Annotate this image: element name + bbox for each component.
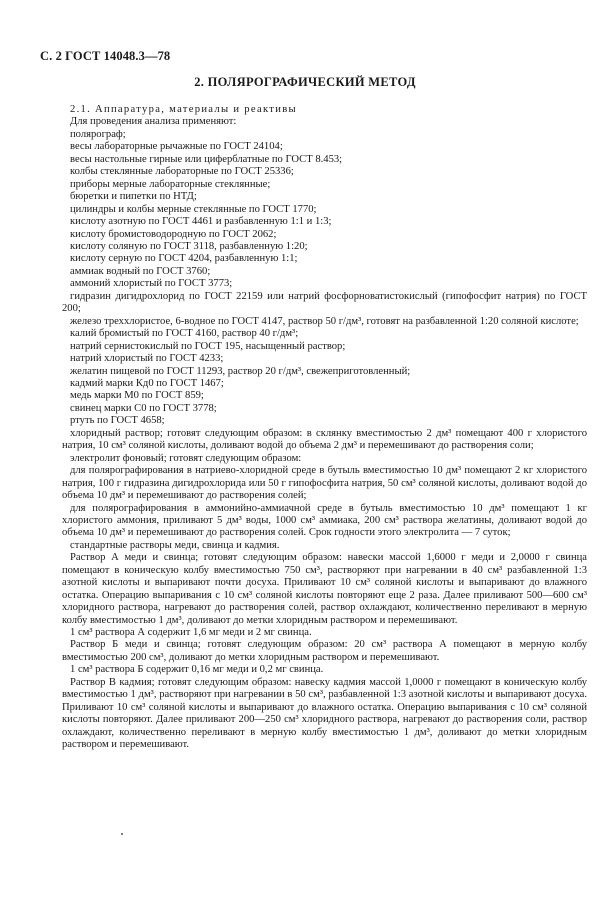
paragraph: Для проведения анализа применяют:: [70, 116, 237, 128]
paragraph: весы настольные гирные или циферблатные по ГОСТ 8.453;: [70, 153, 343, 165]
paragraph: бюретки и пипетки по НТД;: [70, 191, 197, 203]
paragraph: желатин пищевой по ГОСТ 11293, раствор 20 г/дм³, свежеприготовленный;: [70, 365, 411, 377]
paragraph: натрий хлористый по ГОСТ 4233;: [70, 353, 224, 365]
paragraph: кислоту серную по ГОСТ 4204, разбавленную 1:1;: [70, 253, 298, 265]
paragraph: стандартные растворы меди, свинца и кадмия.: [70, 539, 280, 551]
subsection-heading: 2.1. Аппаратура, материалы и реактивы: [70, 104, 297, 115]
paragraph: аммоний хлористый по ГОСТ 3773;: [70, 278, 233, 290]
paragraph: кислоту соляную по ГОСТ 3118, разбавленную 1:20;: [70, 240, 308, 252]
paragraph: калий бромистый по ГОСТ 4160, раствор 40 г/дм³;: [70, 328, 299, 340]
paragraph: для полярографирования в аммонийно-аммиачной среде в бутыль вместимостью 10 дм³ помещают 1 кг хлористого аммония, приливают 5 дм³ воды, 1000 см³ аммиака, 200 см³ раствора желатины, доливают водой до объема 10 дм³ и перемешивают до растворения солей. Срок годности этого электролита — 7 суток;: [62, 502, 587, 539]
paragraph: колбы стеклянные лабораторные по ГОСТ 25336;: [70, 166, 294, 178]
section-title: 2. ПОЛЯРОГРАФИЧЕСКИЙ МЕТОД: [194, 75, 416, 89]
paragraph: кислоту бромистоводородную по ГОСТ 2062;: [70, 228, 277, 240]
paragraph: Раствор А меди и свинца; готовят следующим образом: навески массой 1,6000 г меди и 2,0000 г свинца помещают в коническую колбу вместимостью 750 см³, растворяют при нагревании в 40 см³ разбавленной 1:3 азотной кислоты и выпаривают почти досуха. Приливают 10 см³ соляной кислоты и выпаривают до влажного остатка. Операцию выпаривания с 10 см³ соляной кислоты повторяют еще 2 раза. Далее приливают 500—600 см³ хлоридного раствора, нагревают до растворения солей, раствор охлаждают, количественно переливают в мерную колбу вместимостью 1 дм³, доливают до метки хлоридным раствором и перемешивают.: [62, 552, 587, 626]
paragraph: хлоридный раствор; готовят следующим образом: в склянку вместимостью 2 дм³ помещают 400 г хлористого натрия, 10 см³ соляной кислоты, доливают водой до объема 2 дм³ и перемешивают до растворения соли;: [62, 427, 587, 452]
paragraph: железо треххлористое, 6-водное по ГОСТ 4147, раствор 50 г/дм³, готовят на разбавленной 1:20 соляной кислоте;: [70, 315, 579, 327]
paragraph: электролит фоновый; готовят следующим образом:: [70, 452, 302, 464]
paragraph: медь марки М0 по ГОСТ 859;: [70, 390, 204, 402]
paragraph: кислоту азотную по ГОСТ 4461 и разбавленную 1:1 и 1:3;: [70, 216, 332, 228]
paragraph: Раствор В кадмия; готовят следующим образом: навеску кадмия массой 1,0000 г помещают в коническую колбу вместимостью 1 дм³, растворяют при нагревании в 50 см³, разбавленной 1:3 азотной кислоты и выпаривают досуха. Приливают 10 см³ соляной кислоты и выпаривают до влажного остатка. Операцию выпаривания с 10 см³ соляной кислоты повторяют. Далее приливают 200—250 см³ хлоридного раствора, нагревают до растворения соли, раствор охлаждают, количественно переливают в мерную колбу вместимостью 1 дм³, доливают до метки хлоридным раствором и перемешивают.: [62, 676, 587, 751]
paragraph: весы лабораторные рычажные по ГОСТ 24104;: [70, 141, 283, 153]
paragraph: гидразин дигидрохлорид по ГОСТ 22159 или натрий фосфорноватистокислый (гипофосфит натрия) по ГОСТ 200;: [62, 290, 587, 315]
paragraph: приборы мерные лабораторные стеклянные;: [70, 178, 271, 190]
paragraph: свинец марки С0 по ГОСТ 3778;: [70, 402, 217, 414]
paragraph: натрий сернистокислый по ГОСТ 195, насыщенный раствор;: [70, 340, 346, 352]
paragraph: Раствор Б меди и свинца; готовят следующим образом: 20 см³ раствора А помещают в мерную колбу вместимостью 200 см³, доливают до метки хлоридным раствором и перемешивают.: [62, 639, 587, 663]
paragraph: для полярографирования в натриево-хлоридной среде в бутыль вместимостью 10 дм³ помещают 2 кг хлористого натрия, 100 г гидразина дигидрохлорида или 50 г гипофосфита натрия, 50 см³ соляной кислоты, доливают водой до объема 10 дм³ и перемешивают до растворения солей;: [62, 465, 587, 502]
paragraph: 1 см³ раствора Б содержит 0,16 мг меди и 0,2 мг свинца.: [70, 664, 324, 676]
paragraph-list: [62, 116, 587, 751]
paragraph: полярограф;: [70, 128, 126, 140]
scan-speck: [121, 833, 123, 835]
document-body: [62, 104, 587, 752]
paragraph: аммиак водный по ГОСТ 3760;: [70, 265, 211, 277]
paragraph: ртуть по ГОСТ 4658;: [70, 415, 165, 427]
paragraph: цилиндры и колбы мерные стеклянные по ГОСТ 1770;: [70, 203, 317, 215]
paragraph: кадмий марки Кд0 по ГОСТ 1467;: [70, 377, 224, 389]
page-header: С. 2 ГОСТ 14048.3—78: [40, 49, 171, 63]
paragraph: 1 см³ раствора А содержит 1,6 мг меди и 2 мг свинца.: [70, 627, 312, 639]
